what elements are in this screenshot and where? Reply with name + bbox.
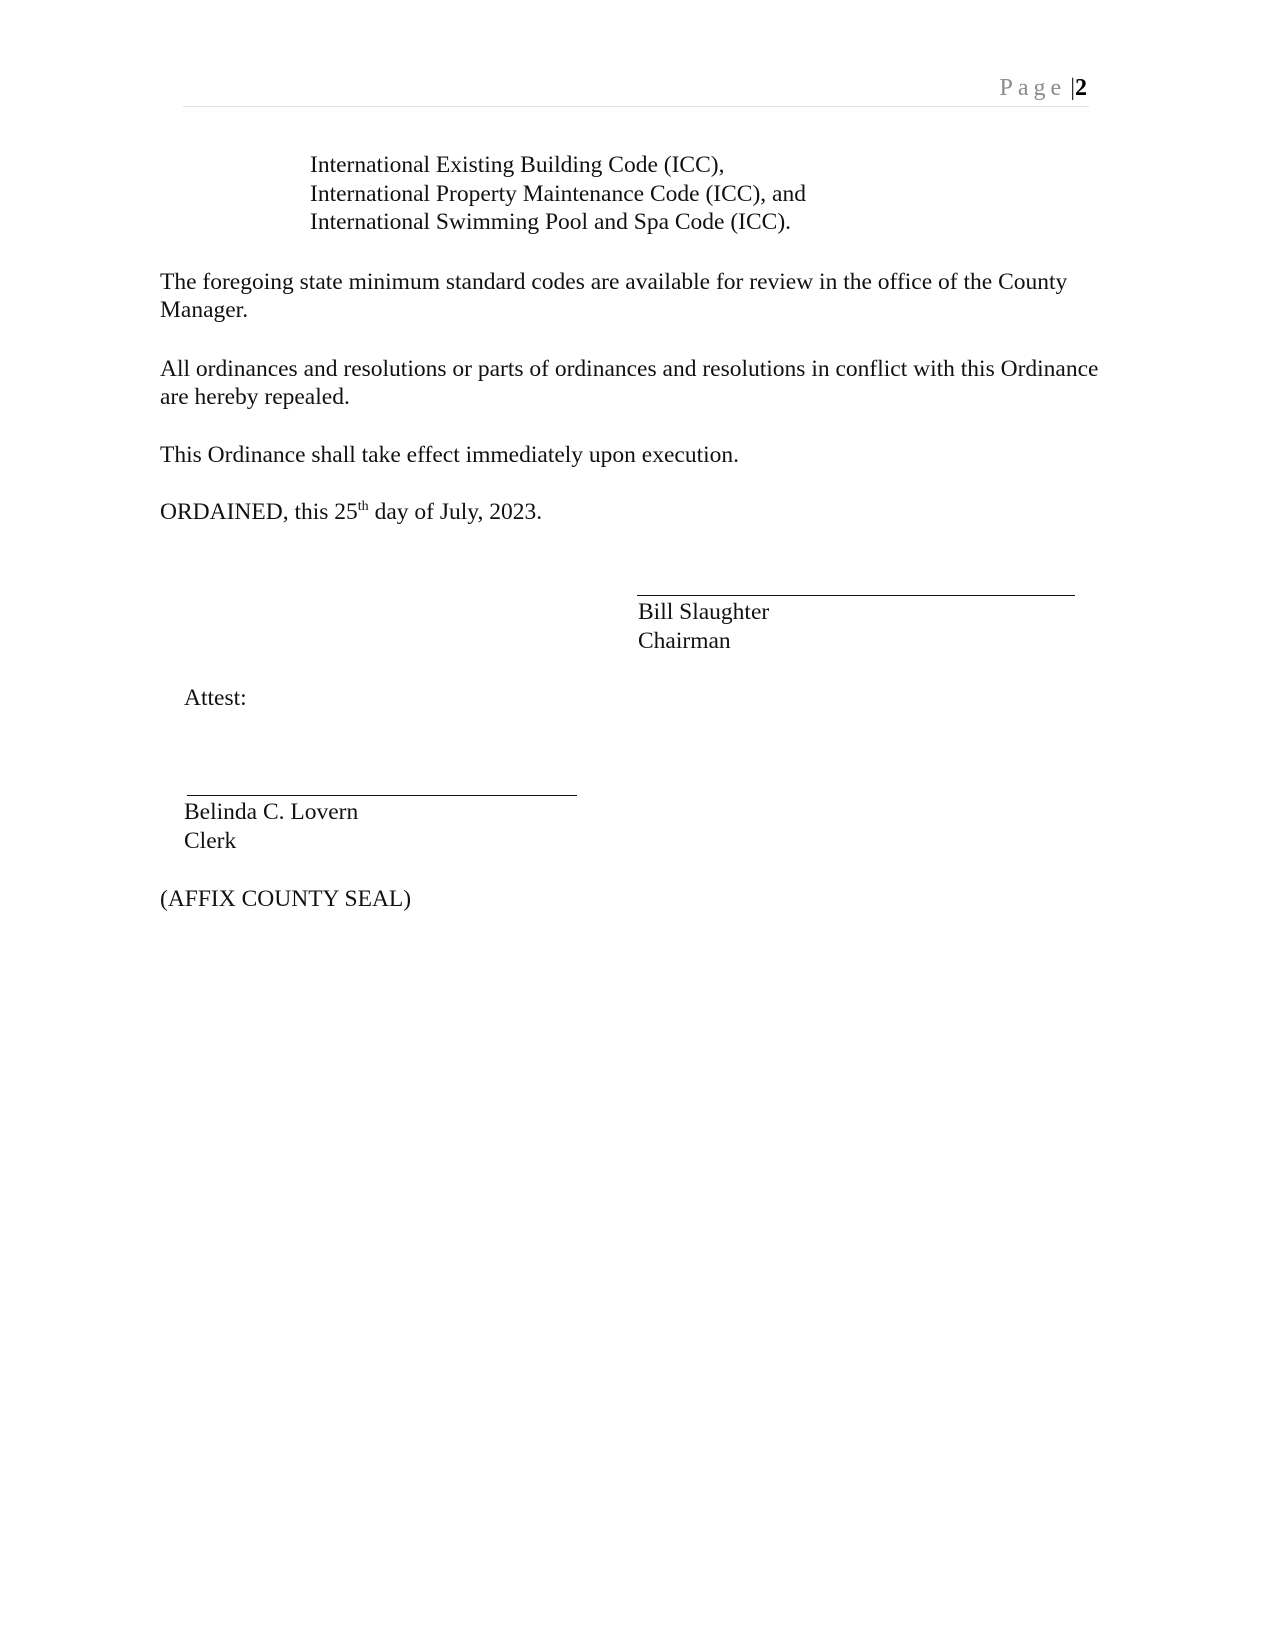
- page-word: Page: [999, 75, 1067, 101]
- ordained-statement: [160, 498, 1120, 526]
- code-item: International Swimming Pool and Spa Code (ICC).: [310, 209, 792, 235]
- seal-note: (AFFIX COUNTY SEAL): [160, 886, 412, 912]
- code-item: International Existing Building Code (ICC),: [310, 152, 725, 178]
- repeal-paragraph: All ordinances and resolutions or parts of ordinances and resolutions in conflict with this Ordinance are hereby repealed.: [160, 356, 1099, 410]
- clerk-title: Clerk: [184, 828, 237, 854]
- code-item: International Property Maintenance Code (ICC), and: [310, 180, 806, 207]
- page-number-label: [1000, 74, 1087, 102]
- page-number: 2: [1075, 75, 1087, 101]
- ordained-rest: day of July, 2023.: [368, 499, 543, 525]
- ordained-prefix: ORDAINED, this 25: [160, 499, 358, 525]
- code-list: [310, 151, 806, 237]
- page-separator: |: [1070, 75, 1075, 101]
- chairman-title: Chairman: [638, 628, 731, 654]
- page-header: [183, 70, 1089, 107]
- clerk-name: Belinda C. Lovern: [184, 799, 359, 825]
- effect-paragraph: This Ordinance shall take effect immediately upon execution.: [160, 442, 740, 468]
- ordinal-suffix: th: [357, 499, 369, 514]
- chairman-name: Bill Slaughter: [638, 599, 770, 625]
- availability-paragraph: The foregoing state minimum standard codes are available for review in the office of the County Manager.: [160, 269, 1068, 323]
- clerk-signature-line: [187, 795, 577, 796]
- attest-label: Attest:: [184, 685, 247, 711]
- chairman-signature-line: [637, 595, 1075, 596]
